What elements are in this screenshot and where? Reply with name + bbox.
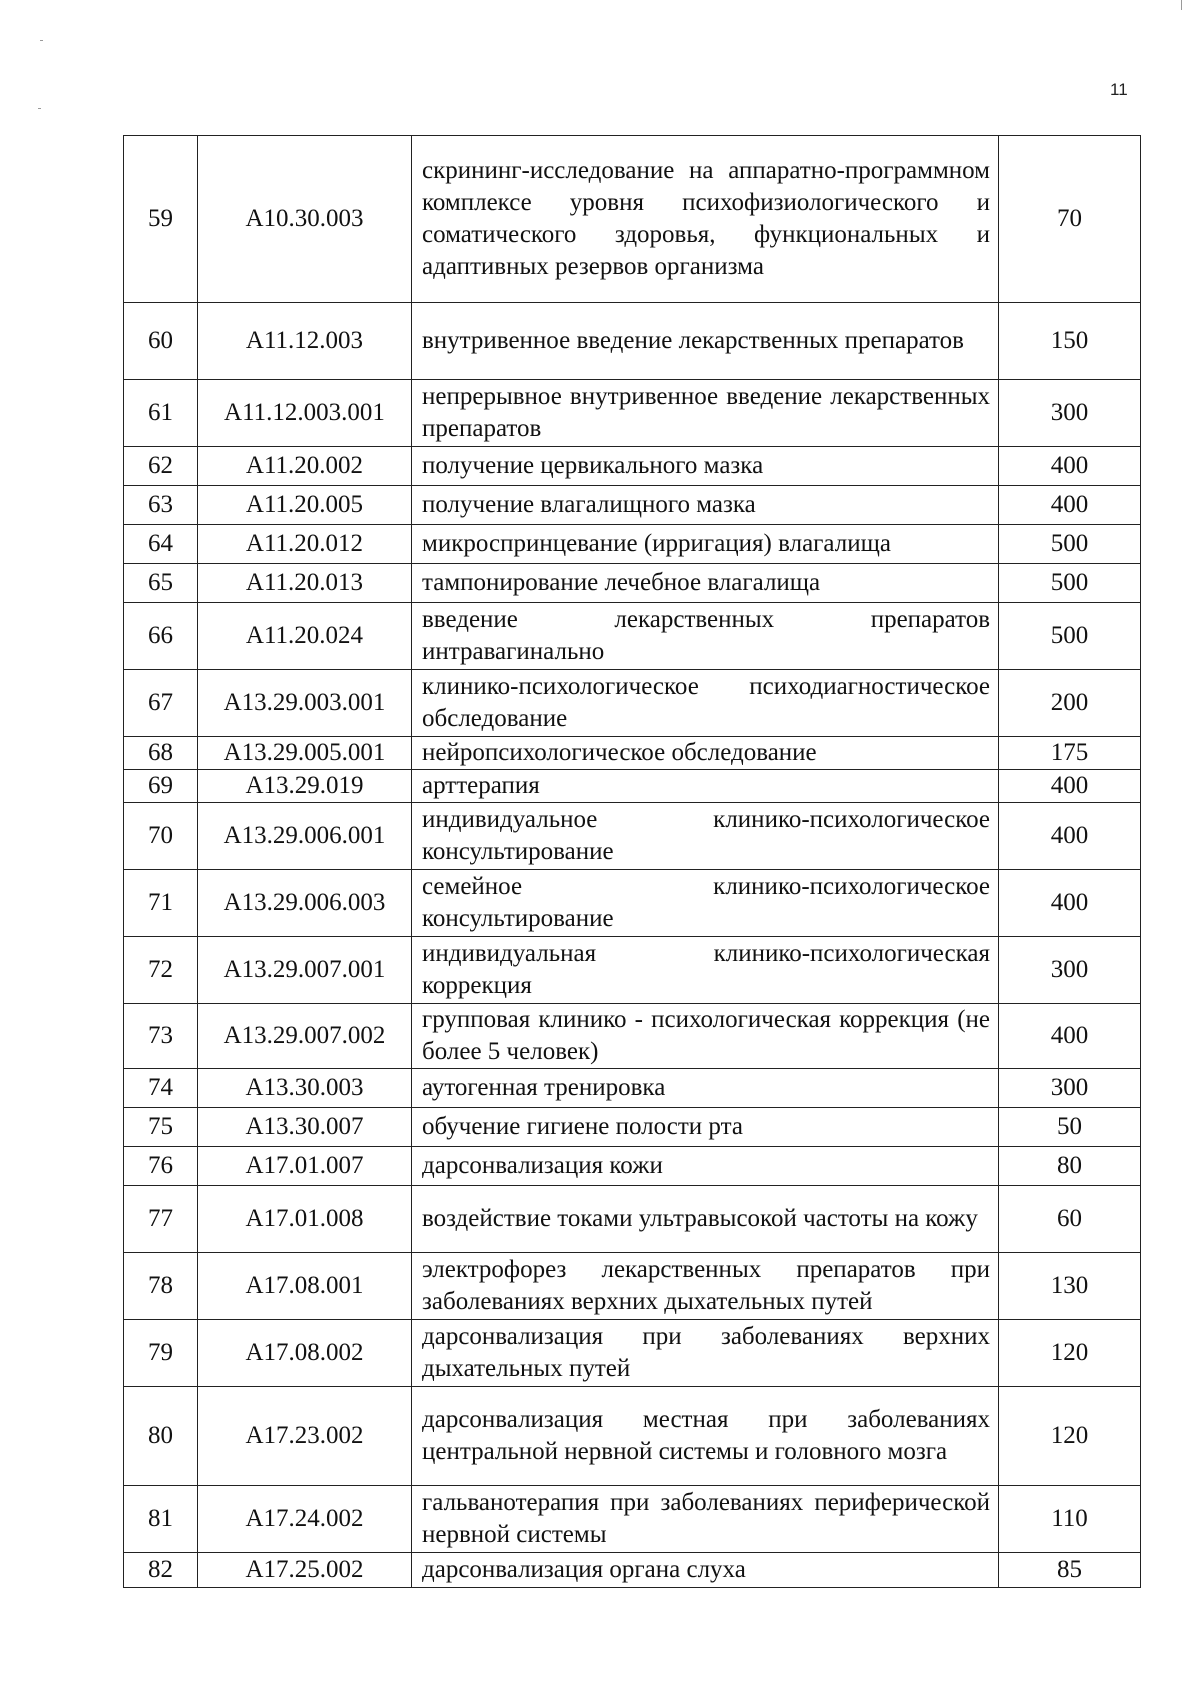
service-price: 500 — [999, 525, 1141, 564]
service-name: непрерывное внутривенное введение лекарственных препаратов — [412, 380, 999, 447]
service-price: 120 — [999, 1387, 1141, 1486]
service-price: 300 — [999, 1069, 1141, 1108]
row-number: 59 — [124, 136, 198, 303]
table-row — [124, 1553, 1141, 1588]
service-name: электрофорез лекарственных препаратов при заболеваниях верхних дыхательных путей — [412, 1253, 999, 1320]
service-name: индивидуальное клинико-психологическое консультирование — [412, 803, 999, 870]
scan-mark — [38, 108, 41, 109]
service-name: получение влагалищного мазка — [412, 486, 999, 525]
service-price: 70 — [999, 136, 1141, 303]
service-name: дарсонвализация при заболеваниях верхних дыхательных путей — [412, 1320, 999, 1387]
service-price: 400 — [999, 447, 1141, 486]
service-code: A17.23.002 — [198, 1387, 412, 1486]
service-price: 110 — [999, 1486, 1141, 1553]
table-row — [124, 486, 1141, 525]
service-code: A11.20.002 — [198, 447, 412, 486]
service-price: 400 — [999, 1004, 1141, 1069]
service-code: A11.20.005 — [198, 486, 412, 525]
table-row — [124, 1186, 1141, 1253]
service-price: 500 — [999, 603, 1141, 670]
row-number: 74 — [124, 1069, 198, 1108]
row-number: 64 — [124, 525, 198, 564]
table-row — [124, 136, 1141, 303]
row-number: 73 — [124, 1004, 198, 1069]
table-row — [124, 525, 1141, 564]
service-price: 150 — [999, 303, 1141, 380]
service-code: A17.24.002 — [198, 1486, 412, 1553]
service-price: 400 — [999, 803, 1141, 870]
table-row — [124, 380, 1141, 447]
row-number: 63 — [124, 486, 198, 525]
scan-mark — [40, 40, 43, 41]
service-code: A10.30.003 — [198, 136, 412, 303]
table-row — [124, 564, 1141, 603]
service-code: A11.20.024 — [198, 603, 412, 670]
service-price: 80 — [999, 1147, 1141, 1186]
service-code: A13.29.007.002 — [198, 1004, 412, 1069]
row-number: 79 — [124, 1320, 198, 1387]
service-name: индивидуальная клинико-психологическая коррекция — [412, 937, 999, 1004]
row-number: 72 — [124, 937, 198, 1004]
row-number: 60 — [124, 303, 198, 380]
service-code: A13.29.005.001 — [198, 737, 412, 770]
service-code: A13.29.007.001 — [198, 937, 412, 1004]
service-code: A13.29.003.001 — [198, 670, 412, 737]
table-row — [124, 1486, 1141, 1553]
table-row — [124, 1108, 1141, 1147]
service-name: воздействие токами ультравысокой частоты на кожу — [412, 1186, 999, 1253]
row-number: 67 — [124, 670, 198, 737]
service-name: дарсонвализация местная при заболеваниях центральной нервной системы и головного мозга — [412, 1387, 999, 1486]
service-price: 85 — [999, 1553, 1141, 1588]
table-row — [124, 1253, 1141, 1320]
row-number: 61 — [124, 380, 198, 447]
service-price: 60 — [999, 1186, 1141, 1253]
table-row — [124, 1387, 1141, 1486]
service-name: введение лекарственных препаратов интравагинально — [412, 603, 999, 670]
service-name: арттерапия — [412, 770, 999, 803]
service-code: A17.08.001 — [198, 1253, 412, 1320]
table-row — [124, 937, 1141, 1004]
service-name: аутогенная тренировка — [412, 1069, 999, 1108]
price-table — [123, 135, 1141, 1588]
service-price: 300 — [999, 937, 1141, 1004]
table-row — [124, 803, 1141, 870]
row-number: 66 — [124, 603, 198, 670]
service-code: A11.20.013 — [198, 564, 412, 603]
service-code: A13.29.006.003 — [198, 870, 412, 937]
service-code: A13.30.003 — [198, 1069, 412, 1108]
service-price: 120 — [999, 1320, 1141, 1387]
table-row — [124, 1069, 1141, 1108]
service-name: гальванотерапия при заболеваниях периферической нервной системы — [412, 1486, 999, 1553]
service-price: 300 — [999, 380, 1141, 447]
service-price: 200 — [999, 670, 1141, 737]
service-name: микроспринцевание (ирригация) влагалища — [412, 525, 999, 564]
service-name: тампонирование лечебное влагалища — [412, 564, 999, 603]
row-number: 78 — [124, 1253, 198, 1320]
row-number: 75 — [124, 1108, 198, 1147]
row-number: 71 — [124, 870, 198, 937]
service-code: A17.01.007 — [198, 1147, 412, 1186]
service-name: внутривенное введение лекарственных препаратов — [412, 303, 999, 380]
row-number: 65 — [124, 564, 198, 603]
service-name: дарсонвализация кожи — [412, 1147, 999, 1186]
service-code: A11.12.003 — [198, 303, 412, 380]
table-row — [124, 603, 1141, 670]
table-row — [124, 1147, 1141, 1186]
service-code: A17.25.002 — [198, 1553, 412, 1588]
service-code: A11.12.003.001 — [198, 380, 412, 447]
service-code: A13.29.019 — [198, 770, 412, 803]
service-name: дарсонвализация органа слуха — [412, 1553, 999, 1588]
row-number: 77 — [124, 1186, 198, 1253]
table-row — [124, 670, 1141, 737]
row-number: 68 — [124, 737, 198, 770]
row-number: 76 — [124, 1147, 198, 1186]
service-code: A17.08.002 — [198, 1320, 412, 1387]
service-code: A13.29.006.001 — [198, 803, 412, 870]
table-row — [124, 447, 1141, 486]
row-number: 82 — [124, 1553, 198, 1588]
table-row — [124, 870, 1141, 937]
service-name: обучение гигиене полости рта — [412, 1108, 999, 1147]
row-number: 69 — [124, 770, 198, 803]
row-number: 80 — [124, 1387, 198, 1486]
service-price: 500 — [999, 564, 1141, 603]
service-name: скрининг-исследование на аппаратно-программном комплексе уровня психофизиологического и соматического здоровья, функциональных и адаптивных резервов организма — [412, 136, 999, 303]
service-price: 400 — [999, 486, 1141, 525]
service-price: 130 — [999, 1253, 1141, 1320]
table-row — [124, 1320, 1141, 1387]
service-name: клинико-психологическое психодиагностическое обследование — [412, 670, 999, 737]
scan-mark — [1181, 0, 1182, 10]
table-body — [124, 136, 1141, 1588]
table-row — [124, 770, 1141, 803]
service-name: семейное клинико-психологическое консультирование — [412, 870, 999, 937]
service-code: A13.30.007 — [198, 1108, 412, 1147]
service-price: 175 — [999, 737, 1141, 770]
service-price: 400 — [999, 770, 1141, 803]
page-number: 11 — [1110, 80, 1128, 99]
row-number: 70 — [124, 803, 198, 870]
service-name: групповая клинико - психологическая коррекция (не более 5 человек) — [412, 1004, 999, 1069]
service-price: 400 — [999, 870, 1141, 937]
row-number: 62 — [124, 447, 198, 486]
table-row — [124, 303, 1141, 380]
service-name: получение цервикального мазка — [412, 447, 999, 486]
service-price: 50 — [999, 1108, 1141, 1147]
table-row — [124, 737, 1141, 770]
table-row — [124, 1004, 1141, 1069]
row-number: 81 — [124, 1486, 198, 1553]
service-code: A17.01.008 — [198, 1186, 412, 1253]
service-name: нейропсихологическое обследование — [412, 737, 999, 770]
service-code: A11.20.012 — [198, 525, 412, 564]
